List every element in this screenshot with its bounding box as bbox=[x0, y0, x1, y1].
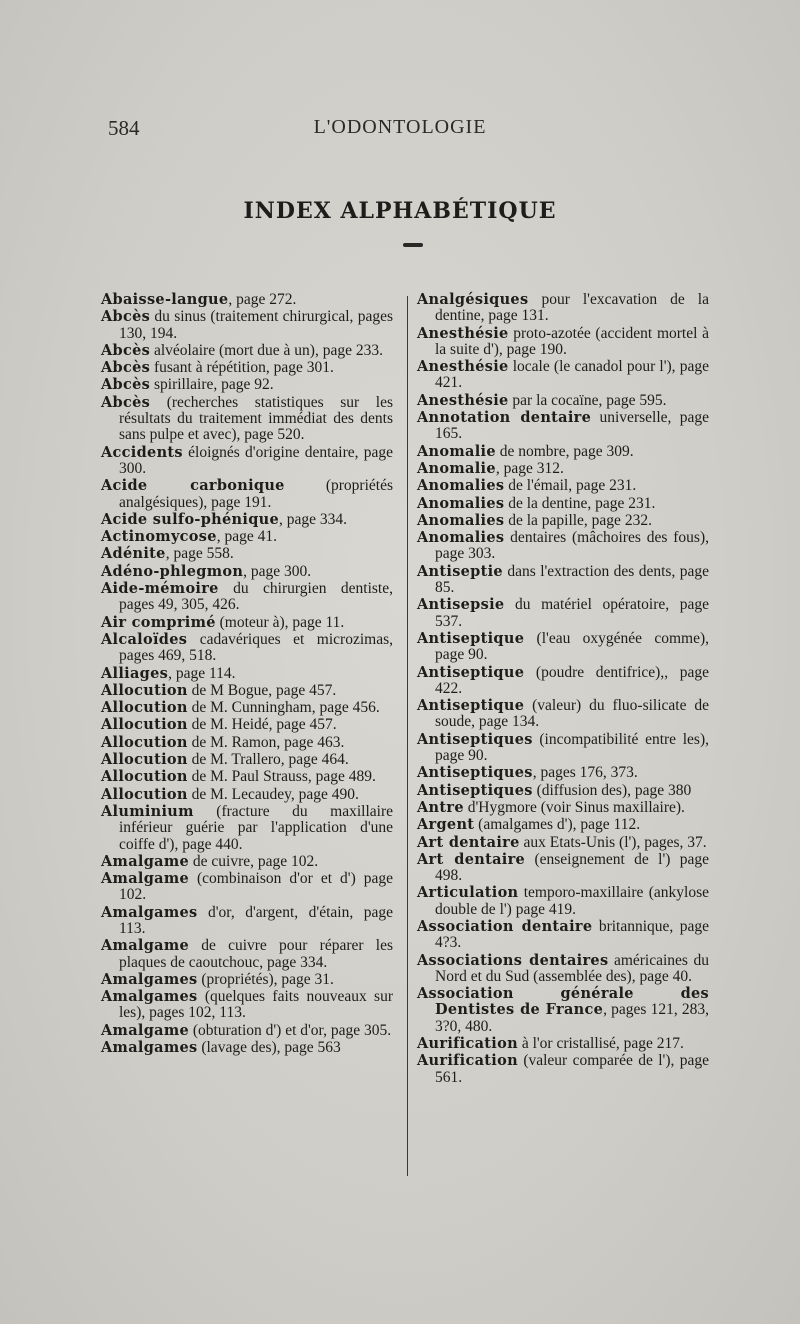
index-entry bbox=[417, 800, 709, 816]
index-details: (diffusion des), page 380 bbox=[532, 781, 692, 799]
index-term: Amalgames bbox=[101, 988, 198, 1006]
index-term: Alcaloïdes bbox=[101, 630, 188, 648]
index-entry bbox=[101, 512, 393, 528]
index-term: Antiseptiques bbox=[417, 764, 533, 782]
index-details: cadavériques et microzimas, pages 469, 518. bbox=[119, 630, 393, 665]
index-entry bbox=[417, 919, 709, 952]
index-entry bbox=[101, 938, 393, 971]
index-term: Abcès bbox=[101, 308, 151, 326]
index-details: de M. Cunningham, page 456. bbox=[187, 699, 380, 717]
index-term: Antre bbox=[417, 798, 464, 816]
page-header bbox=[0, 116, 800, 140]
index-term: Anomalies bbox=[417, 494, 505, 512]
index-details: américaines du Nord et du Sud (assemblée des), page 40. bbox=[435, 951, 710, 985]
index-details: (poudre dentifrice),, page 422. bbox=[435, 663, 709, 697]
index-term: Air comprimé bbox=[101, 613, 216, 631]
index-term: Adénite bbox=[101, 545, 166, 563]
index-term: Anesthésie bbox=[417, 391, 509, 409]
index-entry bbox=[417, 732, 709, 765]
index-term: Allocution bbox=[101, 733, 188, 751]
index-term: Aluminium bbox=[101, 802, 194, 820]
index-entry bbox=[101, 478, 393, 511]
index-details: (recherches statistiques sur les résultats du traitement immédiat des dents sans pulpe et avec), page 520. bbox=[119, 393, 393, 444]
index-entry bbox=[417, 835, 709, 851]
left-column bbox=[101, 292, 393, 1057]
index-details: d'Hygmore (voir Sinus maxillaire). bbox=[463, 798, 685, 816]
index-details: (quelques faits nouveaux sur les), pages 102, 113. bbox=[119, 988, 393, 1022]
index-entry bbox=[101, 1040, 393, 1056]
index-term: Amalgame bbox=[101, 852, 189, 870]
index-term: Acide sulfo-phénique bbox=[101, 510, 280, 528]
index-details: du matériel opératoire, page 537. bbox=[435, 596, 709, 630]
index-entry bbox=[101, 360, 393, 376]
index-details: spirillaire, page 92. bbox=[150, 376, 274, 394]
index-details: de M. Heidé, page 457. bbox=[187, 716, 337, 734]
index-entry bbox=[101, 854, 393, 870]
index-details: fusant à répétition, page 301. bbox=[150, 359, 334, 377]
index-details: temporo-maxillaire (ankylose double de l') page 419. bbox=[435, 884, 709, 918]
index-entry bbox=[417, 953, 709, 986]
index-entry bbox=[417, 496, 709, 512]
index-entry bbox=[101, 377, 393, 393]
index-term: Amalgame bbox=[101, 937, 189, 955]
index-entry bbox=[101, 787, 393, 803]
index-term: Allocution bbox=[101, 681, 188, 699]
index-term: Art dentaire bbox=[417, 833, 520, 851]
index-entry bbox=[417, 631, 709, 664]
index-details: de cuivre, page 102. bbox=[189, 852, 319, 870]
index-details: (amalgames d'), page 112. bbox=[474, 816, 641, 834]
index-entry bbox=[417, 1053, 709, 1086]
index-term: Alliages bbox=[101, 664, 169, 682]
index-term: Abcès bbox=[101, 341, 151, 359]
index-entry bbox=[101, 292, 393, 308]
index-title: INDEX ALPHABÉTIQUE bbox=[243, 198, 557, 224]
index-entry bbox=[101, 700, 393, 716]
index-term: Anesthésie bbox=[417, 358, 509, 376]
index-details: , pages 121, 283, 3?0, 480. bbox=[435, 1001, 709, 1035]
index-details: du chirurgien dentiste, pages 49, 305, 426. bbox=[119, 580, 393, 614]
index-details: de nombre, page 309. bbox=[495, 442, 634, 460]
index-details: (moteur à), page 11. bbox=[215, 613, 345, 631]
index-entry bbox=[417, 765, 709, 781]
index-term: Annotation dentaire bbox=[417, 409, 592, 427]
index-entry bbox=[417, 698, 709, 731]
index-term: Antiseptique bbox=[417, 629, 525, 647]
index-details: de M. Trallero, page 464. bbox=[187, 751, 349, 769]
index-term: Antiseptiques bbox=[417, 781, 533, 799]
index-entry bbox=[101, 752, 393, 768]
index-entry bbox=[417, 478, 709, 494]
index-details: (propriétés), page 31. bbox=[197, 970, 334, 988]
index-term: Articulation bbox=[417, 884, 519, 902]
index-term: Abcès bbox=[101, 359, 151, 377]
index-details: , page 312. bbox=[495, 459, 564, 477]
index-term: Accidents bbox=[101, 443, 183, 461]
index-entry bbox=[101, 717, 393, 733]
index-entry bbox=[417, 530, 709, 563]
index-entry bbox=[417, 597, 709, 630]
index-entry bbox=[417, 393, 709, 409]
index-entry bbox=[417, 444, 709, 460]
index-entry bbox=[101, 564, 393, 580]
right-column bbox=[417, 292, 709, 1087]
index-details: , page 334. bbox=[279, 510, 348, 528]
index-term: Association dentaire bbox=[417, 917, 593, 935]
index-details: pour l'excavation de la dentine, page 131. bbox=[435, 291, 709, 325]
index-entry bbox=[101, 309, 393, 342]
ornament-dash bbox=[403, 243, 423, 247]
index-term: Allocution bbox=[101, 751, 188, 769]
index-term: Aurification bbox=[417, 1035, 518, 1053]
index-entry bbox=[417, 1036, 709, 1052]
index-details: à l'or cristallisé, page 217. bbox=[517, 1035, 684, 1053]
index-details: locale (le canadol pour l'), page 421. bbox=[435, 358, 709, 392]
index-term: Allocution bbox=[101, 699, 188, 717]
index-term: Aide-mémoire bbox=[101, 580, 219, 598]
index-details: , page 558. bbox=[165, 545, 234, 563]
index-details: (valeur) du fluo-silicate de soude, page 134. bbox=[435, 697, 709, 731]
index-details: d'or, d'argent, d'étain, page 113. bbox=[119, 903, 393, 937]
index-term: Acide carbonique bbox=[101, 477, 285, 495]
index-details: de M Bogue, page 457. bbox=[187, 681, 337, 699]
index-entry bbox=[101, 632, 393, 665]
index-entry bbox=[417, 817, 709, 833]
index-entry bbox=[417, 852, 709, 885]
index-term: Anomalie bbox=[417, 459, 496, 477]
index-entry bbox=[101, 395, 393, 444]
index-term: Anesthésie bbox=[417, 324, 509, 342]
index-details: du sinus (traitement chirurgical, pages 130, 194. bbox=[119, 308, 393, 342]
index-details: (l'eau oxygénée comme), page 90. bbox=[435, 629, 709, 664]
index-term: Anomalie bbox=[417, 442, 496, 460]
index-details: , pages 176, 373. bbox=[532, 764, 638, 782]
index-term: Antisepsie bbox=[417, 596, 505, 614]
index-details: de M. Lecaudey, page 490. bbox=[187, 785, 359, 803]
index-term: Antiseptiques bbox=[417, 730, 533, 748]
index-term: Antiseptique bbox=[417, 697, 525, 715]
index-term: Abcès bbox=[101, 376, 151, 394]
index-details: universelle, page 165. bbox=[435, 409, 710, 443]
index-entry bbox=[417, 885, 709, 918]
index-details: , page 272. bbox=[228, 291, 297, 308]
index-entry bbox=[101, 871, 393, 904]
index-entry bbox=[417, 986, 709, 1035]
index-details: dans l'extraction des dents, page 85. bbox=[435, 562, 709, 597]
index-entry bbox=[417, 410, 709, 443]
index-entry bbox=[101, 683, 393, 699]
index-details: britannique, page 4?3. bbox=[435, 917, 709, 952]
index-term: Antiseptie bbox=[417, 562, 503, 580]
index-details: (valeur comparée de l'), page 561. bbox=[435, 1052, 709, 1086]
index-term: Anomalies bbox=[417, 477, 505, 495]
index-entry bbox=[417, 359, 709, 392]
index-details: (fracture du maxillaire inférieur guérie par l'application d'une coiffe d'), page 440. bbox=[119, 802, 393, 853]
index-entry bbox=[101, 343, 393, 359]
index-term: Aurification bbox=[417, 1052, 518, 1070]
index-entry bbox=[417, 513, 709, 529]
index-entry bbox=[101, 445, 393, 478]
index-details: proto-azotée (accident mortel à la suite d'), page 190. bbox=[435, 324, 709, 358]
index-details: dentaires (mâchoires des fous), page 303. bbox=[435, 529, 709, 563]
index-details: de la dentine, page 231. bbox=[504, 494, 656, 512]
index-details: éloignés d'origine dentaire, page 300. bbox=[119, 443, 393, 477]
index-entry bbox=[101, 529, 393, 545]
index-entry bbox=[417, 665, 709, 698]
index-term: Actinomycose bbox=[101, 528, 217, 546]
index-details: de la papille, page 232. bbox=[504, 511, 652, 529]
index-details: (combinaison d'or et d') page 102. bbox=[119, 870, 393, 904]
index-term: Abaisse-langue bbox=[101, 291, 229, 308]
index-term: Anomalies bbox=[417, 511, 505, 529]
index-entry bbox=[101, 972, 393, 988]
index-details: , page 300. bbox=[243, 562, 312, 580]
index-details: de M. Paul Strauss, page 489. bbox=[187, 768, 376, 786]
index-entry bbox=[417, 292, 709, 325]
index-term: Analgésiques bbox=[417, 291, 529, 308]
index-term: Allocution bbox=[101, 785, 188, 803]
index-entry bbox=[417, 783, 709, 799]
index-details: (lavage des), page 563 bbox=[197, 1039, 341, 1057]
index-details: (propriétés analgésiques), page 191. bbox=[119, 477, 393, 511]
index-entry bbox=[101, 1023, 393, 1039]
index-entry bbox=[101, 666, 393, 682]
index-details: de cuivre pour réparer les plaques de caoutchouc, page 334. bbox=[119, 937, 393, 971]
index-entry bbox=[101, 769, 393, 785]
index-term: Association générale des Dentistes de France bbox=[417, 985, 709, 1019]
index-entry bbox=[101, 615, 393, 631]
index-term: Allocution bbox=[101, 716, 188, 734]
index-term: Amalgames bbox=[101, 1039, 198, 1057]
index-entry bbox=[101, 989, 393, 1022]
column-rule bbox=[407, 296, 408, 1176]
index-details: , page 41. bbox=[216, 528, 278, 546]
index-term: Amalgames bbox=[101, 970, 198, 988]
index-entry bbox=[417, 326, 709, 359]
running-title: L'ODONTOLOGIE bbox=[313, 116, 487, 138]
index-details: alvéolaire (mort due à un), page 233. bbox=[150, 341, 383, 359]
index-term: Art dentaire bbox=[417, 850, 526, 868]
index-details: (obturation d') et d'or, page 305. bbox=[189, 1021, 392, 1039]
index-term: Amalgames bbox=[101, 903, 198, 921]
index-details: aux Etats-Unis (l'), pages, 37. bbox=[519, 833, 707, 851]
index-entry bbox=[417, 564, 709, 597]
index-details: de l'émail, page 231. bbox=[504, 477, 637, 495]
index-details: , page 114. bbox=[168, 664, 236, 682]
page-number: 584 bbox=[108, 116, 140, 140]
index-details: (incompatibilité entre les), page 90. bbox=[435, 730, 709, 765]
index-details: (enseignement de l') page 498. bbox=[435, 850, 710, 885]
index-term: Abcès bbox=[101, 393, 151, 411]
index-details: par la cocaïne, page 595. bbox=[508, 391, 667, 409]
index-entry bbox=[101, 546, 393, 562]
index-entry bbox=[101, 905, 393, 938]
index-details: de M. Ramon, page 463. bbox=[187, 733, 345, 751]
index-term: Amalgame bbox=[101, 1021, 189, 1039]
index-entry bbox=[417, 461, 709, 477]
index-entry bbox=[101, 735, 393, 751]
index-term: Anomalies bbox=[417, 529, 505, 547]
index-term: Amalgame bbox=[101, 870, 189, 888]
index-term: Argent bbox=[417, 816, 475, 834]
index-term: Adéno-phlegmon bbox=[101, 562, 244, 580]
index-term: Antiseptique bbox=[417, 663, 525, 681]
index-term: Allocution bbox=[101, 768, 188, 786]
index-entry bbox=[101, 581, 393, 614]
index-term: Associations dentaires bbox=[417, 951, 609, 969]
index-entry bbox=[101, 804, 393, 853]
